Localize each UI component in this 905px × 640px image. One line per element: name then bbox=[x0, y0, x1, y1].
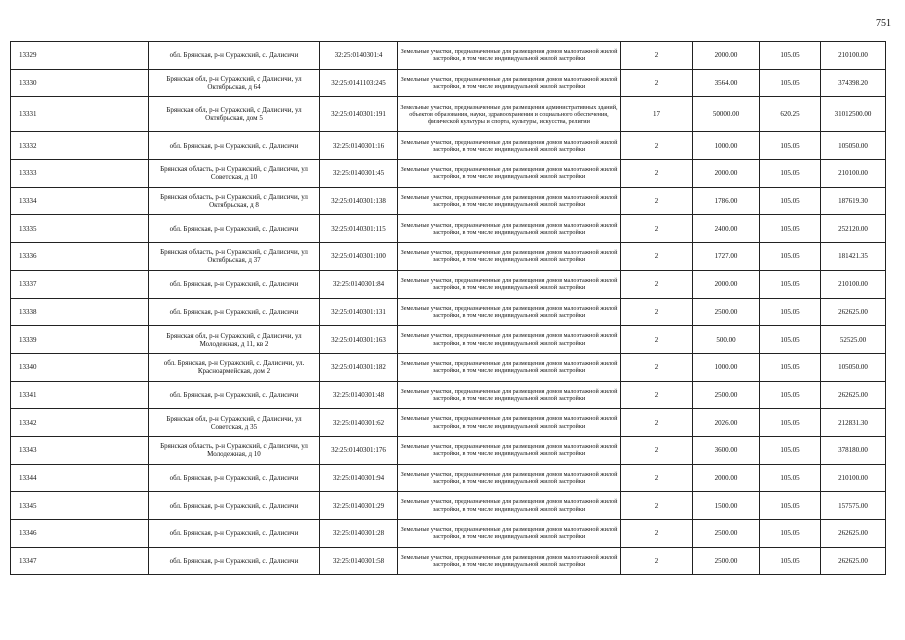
address-cell: обл. Брянская, р-н Суражский, с. Далисичи bbox=[149, 132, 320, 160]
area-cell: 1727.00 bbox=[693, 243, 760, 271]
record-number-cell: 13339 bbox=[11, 326, 149, 354]
cadastral-value-cell: 212831.30 bbox=[821, 409, 886, 437]
rate-cell: 105.05 bbox=[760, 160, 821, 188]
cadastral-number-cell: 32:25:0140301:94 bbox=[320, 464, 398, 492]
cadastral-number-cell: 32:25:0140301:182 bbox=[320, 353, 398, 381]
cadastral-number-cell: 32:25:0140301:84 bbox=[320, 270, 398, 298]
land-use-cell: Земельные участки, предназначенные для размещения домов малоэтажной жилой застройки, в том числе индивидуальной жилой застройки bbox=[398, 436, 621, 464]
address-cell: обл. Брянская, р-н Суражский, с. Далисичи bbox=[149, 42, 320, 70]
cadastral-value-cell: 374398.20 bbox=[821, 69, 886, 97]
cadastral-value-cell: 378180.00 bbox=[821, 436, 886, 464]
table-row bbox=[11, 409, 886, 437]
cadastral-value-cell: 105050.00 bbox=[821, 353, 886, 381]
land-use-cell: Земельные участки, предназначенные для размещения домов малоэтажной жилой застройки, в том числе индивидуальной жилой застройки bbox=[398, 42, 621, 70]
cadastral-value-cell: 181421.35 bbox=[821, 243, 886, 271]
cadastral-value-cell: 210100.00 bbox=[821, 464, 886, 492]
table-row bbox=[11, 464, 886, 492]
land-use-cell: Земельные участки, предназначенные для размещения домов малоэтажной жилой застройки, в том числе индивидуальной жилой застройки bbox=[398, 270, 621, 298]
cadastral-value-cell: 105050.00 bbox=[821, 132, 886, 160]
land-use-cell: Земельные участки, предназначенные для размещения домов малоэтажной жилой застройки, в том числе индивидуальной жилой застройки bbox=[398, 381, 621, 409]
rate-cell: 105.05 bbox=[760, 520, 821, 548]
land-use-cell: Земельные участки, предназначенные для размещения домов малоэтажной жилой застройки, в том числе индивидуальной жилой застройки bbox=[398, 547, 621, 575]
use-group-cell: 2 bbox=[621, 69, 693, 97]
area-cell: 2500.00 bbox=[693, 547, 760, 575]
area-cell: 1500.00 bbox=[693, 492, 760, 520]
record-number-cell: 13344 bbox=[11, 464, 149, 492]
address-cell: обл. Брянская, р-н Суражский, с. Далисичи bbox=[149, 270, 320, 298]
record-number-cell: 13333 bbox=[11, 160, 149, 188]
rate-cell: 105.05 bbox=[760, 409, 821, 437]
area-cell: 2500.00 bbox=[693, 298, 760, 326]
table-row bbox=[11, 270, 886, 298]
record-number-cell: 13329 bbox=[11, 42, 149, 70]
cadastral-number-cell: 32:25:0140301:138 bbox=[320, 187, 398, 215]
address-cell: Брянская обл, р-н Суражский, с Далисичи, ул Молодежная, д 11, кв 2 bbox=[149, 326, 320, 354]
record-number-cell: 13336 bbox=[11, 243, 149, 271]
cadastral-value-cell: 187619.30 bbox=[821, 187, 886, 215]
use-group-cell: 2 bbox=[621, 42, 693, 70]
cadastral-value-cell: 210100.00 bbox=[821, 160, 886, 188]
rate-cell: 105.05 bbox=[760, 436, 821, 464]
record-number-cell: 13341 bbox=[11, 381, 149, 409]
table-row bbox=[11, 353, 886, 381]
land-use-cell: Земельные участки, предназначенные для размещения домов малоэтажной жилой застройки, в том числе индивидуальной жилой застройки bbox=[398, 243, 621, 271]
address-cell: обл. Брянская, р-н Суражский, с. Далисичи bbox=[149, 464, 320, 492]
cadastral-number-cell: 32:25:0140301:29 bbox=[320, 492, 398, 520]
rate-cell: 105.05 bbox=[760, 187, 821, 215]
table-row bbox=[11, 547, 886, 575]
area-cell: 1786.00 bbox=[693, 187, 760, 215]
cadastral-value-cell: 210100.00 bbox=[821, 270, 886, 298]
table-row bbox=[11, 160, 886, 188]
cadastral-value-cell: 262625.00 bbox=[821, 381, 886, 409]
cadastral-registry-table bbox=[10, 41, 886, 575]
table-row bbox=[11, 132, 886, 160]
address-cell: Брянская обл, р-н Суражский, с Далисичи, ул Советская, д 35 bbox=[149, 409, 320, 437]
land-use-cell: Земельные участки, предназначенные для размещения домов малоэтажной жилой застройки, в том числе индивидуальной жилой застройки bbox=[398, 409, 621, 437]
land-use-cell: Земельные участки, предназначенные для размещения домов малоэтажной жилой застройки, в том числе индивидуальной жилой застройки bbox=[398, 326, 621, 354]
table-row bbox=[11, 492, 886, 520]
rate-cell: 105.05 bbox=[760, 243, 821, 271]
cadastral-value-cell: 52525.00 bbox=[821, 326, 886, 354]
cadastral-number-cell: 32:25:0140301:191 bbox=[320, 97, 398, 132]
cadastral-number-cell: 32:25:0140301:16 bbox=[320, 132, 398, 160]
address-cell: Брянская область, р-н Суражский, с Далисичи, ул Октябрьская, д 8 bbox=[149, 187, 320, 215]
table-row bbox=[11, 187, 886, 215]
land-use-cell: Земельные участки, предназначенные для размещения домов малоэтажной жилой застройки, в том числе индивидуальной жилой застройки bbox=[398, 464, 621, 492]
rate-cell: 620.25 bbox=[760, 97, 821, 132]
rate-cell: 105.05 bbox=[760, 42, 821, 70]
record-number-cell: 13347 bbox=[11, 547, 149, 575]
rate-cell: 105.05 bbox=[760, 215, 821, 243]
rate-cell: 105.05 bbox=[760, 132, 821, 160]
use-group-cell: 2 bbox=[621, 160, 693, 188]
record-number-cell: 13340 bbox=[11, 353, 149, 381]
area-cell: 2000.00 bbox=[693, 42, 760, 70]
land-use-cell: Земельные участки, предназначенные для размещения домов малоэтажной жилой застройки, в том числе индивидуальной жилой застройки bbox=[398, 132, 621, 160]
land-use-cell: Земельные участки, предназначенные для размещения домов малоэтажной жилой застройки, в том числе индивидуальной жилой застройки bbox=[398, 187, 621, 215]
rate-cell: 105.05 bbox=[760, 353, 821, 381]
rate-cell: 105.05 bbox=[760, 547, 821, 575]
cadastral-value-cell: 31012500.00 bbox=[821, 97, 886, 132]
land-use-cell: Земельные участки, предназначенные для размещения домов малоэтажной жилой застройки, в том числе индивидуальной жилой застройки bbox=[398, 520, 621, 548]
address-cell: обл. Брянская, р-н Суражский, с. Далисичи bbox=[149, 215, 320, 243]
record-number-cell: 13331 bbox=[11, 97, 149, 132]
area-cell: 50000.00 bbox=[693, 97, 760, 132]
use-group-cell: 17 bbox=[621, 97, 693, 132]
record-number-cell: 13338 bbox=[11, 298, 149, 326]
cadastral-number-cell: 32:25:0140301:176 bbox=[320, 436, 398, 464]
address-cell: обл. Брянская, р-н Суражский, с. Далисичи, ул. Красноармейская, дом 2 bbox=[149, 353, 320, 381]
use-group-cell: 2 bbox=[621, 464, 693, 492]
land-use-cell: Земельные участки, предназначенные для размещения домов малоэтажной жилой застройки, в том числе индивидуальной жилой застройки bbox=[398, 69, 621, 97]
table-row bbox=[11, 42, 886, 70]
use-group-cell: 2 bbox=[621, 436, 693, 464]
cadastral-number-cell: 32:25:0140301:115 bbox=[320, 215, 398, 243]
area-cell: 1000.00 bbox=[693, 132, 760, 160]
record-number-cell: 13342 bbox=[11, 409, 149, 437]
cadastral-number-cell: 32:25:0140301:48 bbox=[320, 381, 398, 409]
use-group-cell: 2 bbox=[621, 270, 693, 298]
use-group-cell: 2 bbox=[621, 547, 693, 575]
table-row bbox=[11, 520, 886, 548]
cadastral-value-cell: 262625.00 bbox=[821, 520, 886, 548]
address-cell: обл. Брянская, р-н Суражский, с. Далисичи bbox=[149, 298, 320, 326]
use-group-cell: 2 bbox=[621, 353, 693, 381]
area-cell: 2026.00 bbox=[693, 409, 760, 437]
cadastral-value-cell: 210100.00 bbox=[821, 42, 886, 70]
use-group-cell: 2 bbox=[621, 326, 693, 354]
cadastral-number-cell: 32:25:0140301:58 bbox=[320, 547, 398, 575]
rate-cell: 105.05 bbox=[760, 381, 821, 409]
area-cell: 2500.00 bbox=[693, 381, 760, 409]
table-row bbox=[11, 381, 886, 409]
use-group-cell: 2 bbox=[621, 132, 693, 160]
cadastral-value-cell: 262625.00 bbox=[821, 298, 886, 326]
record-number-cell: 13345 bbox=[11, 492, 149, 520]
land-use-cell: Земельные участки, предназначенные для размещения домов малоэтажной жилой застройки, в том числе индивидуальной жилой застройки bbox=[398, 298, 621, 326]
rate-cell: 105.05 bbox=[760, 464, 821, 492]
cadastral-number-cell: 32:25:0140301:163 bbox=[320, 326, 398, 354]
cadastral-value-cell: 252120.00 bbox=[821, 215, 886, 243]
table-row bbox=[11, 298, 886, 326]
area-cell: 2000.00 bbox=[693, 160, 760, 188]
page-number: 751 bbox=[876, 18, 891, 29]
cadastral-number-cell: 32:25:0140301:100 bbox=[320, 243, 398, 271]
address-cell: обл. Брянская, р-н Суражский, с. Далисичи bbox=[149, 547, 320, 575]
address-cell: Брянская обл, р-н Суражский, с Далисичи, ул Октябрьская, д 64 bbox=[149, 69, 320, 97]
record-number-cell: 13337 bbox=[11, 270, 149, 298]
use-group-cell: 2 bbox=[621, 492, 693, 520]
record-number-cell: 13335 bbox=[11, 215, 149, 243]
use-group-cell: 2 bbox=[621, 520, 693, 548]
cadastral-number-cell: 32:25:0141103:245 bbox=[320, 69, 398, 97]
cadastral-number-cell: 32:25:0140301:131 bbox=[320, 298, 398, 326]
land-use-cell: Земельные участки, предназначенные для размещения домов малоэтажной жилой застройки, в том числе индивидуальной жилой застройки bbox=[398, 215, 621, 243]
rate-cell: 105.05 bbox=[760, 270, 821, 298]
record-number-cell: 13332 bbox=[11, 132, 149, 160]
table-body bbox=[11, 42, 886, 575]
table-row bbox=[11, 69, 886, 97]
area-cell: 2500.00 bbox=[693, 520, 760, 548]
address-cell: Брянская обл, р-н Суражский, с Далисичи, ул Октябрьская, дом 5 bbox=[149, 97, 320, 132]
cadastral-value-cell: 262625.00 bbox=[821, 547, 886, 575]
table-row bbox=[11, 97, 886, 132]
area-cell: 500.00 bbox=[693, 326, 760, 354]
land-use-cell: Земельные участки, предназначенные для размещения домов малоэтажной жилой застройки, в том числе индивидуальной жилой застройки bbox=[398, 353, 621, 381]
use-group-cell: 2 bbox=[621, 215, 693, 243]
record-number-cell: 13330 bbox=[11, 69, 149, 97]
area-cell: 3600.00 bbox=[693, 436, 760, 464]
address-cell: Брянская область, р-н Суражский, с Далисичи, ул Советская, д 10 bbox=[149, 160, 320, 188]
address-cell: обл. Брянская, р-н Суражский, с. Далисичи bbox=[149, 520, 320, 548]
record-number-cell: 13343 bbox=[11, 436, 149, 464]
rate-cell: 105.05 bbox=[760, 69, 821, 97]
cadastral-number-cell: 32:25:0140301:28 bbox=[320, 520, 398, 548]
area-cell: 2400.00 bbox=[693, 215, 760, 243]
area-cell: 3564.00 bbox=[693, 69, 760, 97]
record-number-cell: 13346 bbox=[11, 520, 149, 548]
use-group-cell: 2 bbox=[621, 409, 693, 437]
table-row bbox=[11, 243, 886, 271]
area-cell: 1000.00 bbox=[693, 353, 760, 381]
rate-cell: 105.05 bbox=[760, 492, 821, 520]
address-cell: Брянская область, р-н Суражский, с Далисичи, ул Октябрьская, д 37 bbox=[149, 243, 320, 271]
table-row bbox=[11, 436, 886, 464]
land-use-cell: Земельные участки, предназначенные для размещения административных зданий, объектов образования, науки, здравоохранения и социального обеспечения, физической культуры и спорта, культуры, искусства, религии bbox=[398, 97, 621, 132]
address-cell: обл. Брянская, р-н Суражский, с. Далисичи bbox=[149, 492, 320, 520]
address-cell: обл. Брянская, р-н Суражский, с. Далисичи bbox=[149, 381, 320, 409]
use-group-cell: 2 bbox=[621, 381, 693, 409]
rate-cell: 105.05 bbox=[760, 298, 821, 326]
address-cell: Брянская область, р-н Суражский, с Далисичи, ул Молодежная, д 10 bbox=[149, 436, 320, 464]
cadastral-value-cell: 157575.00 bbox=[821, 492, 886, 520]
table-row bbox=[11, 326, 886, 354]
cadastral-number-cell: 32:25:0140301:62 bbox=[320, 409, 398, 437]
cadastral-number-cell: 32:25:0140301:45 bbox=[320, 160, 398, 188]
use-group-cell: 2 bbox=[621, 187, 693, 215]
cadastral-number-cell: 32:25:0140301:4 bbox=[320, 42, 398, 70]
record-number-cell: 13334 bbox=[11, 187, 149, 215]
area-cell: 2000.00 bbox=[693, 270, 760, 298]
rate-cell: 105.05 bbox=[760, 326, 821, 354]
land-use-cell: Земельные участки, предназначенные для размещения домов малоэтажной жилой застройки, в том числе индивидуальной жилой застройки bbox=[398, 160, 621, 188]
table-row bbox=[11, 215, 886, 243]
use-group-cell: 2 bbox=[621, 243, 693, 271]
area-cell: 2000.00 bbox=[693, 464, 760, 492]
land-use-cell: Земельные участки, предназначенные для размещения домов малоэтажной жилой застройки, в том числе индивидуальной жилой застройки bbox=[398, 492, 621, 520]
use-group-cell: 2 bbox=[621, 298, 693, 326]
